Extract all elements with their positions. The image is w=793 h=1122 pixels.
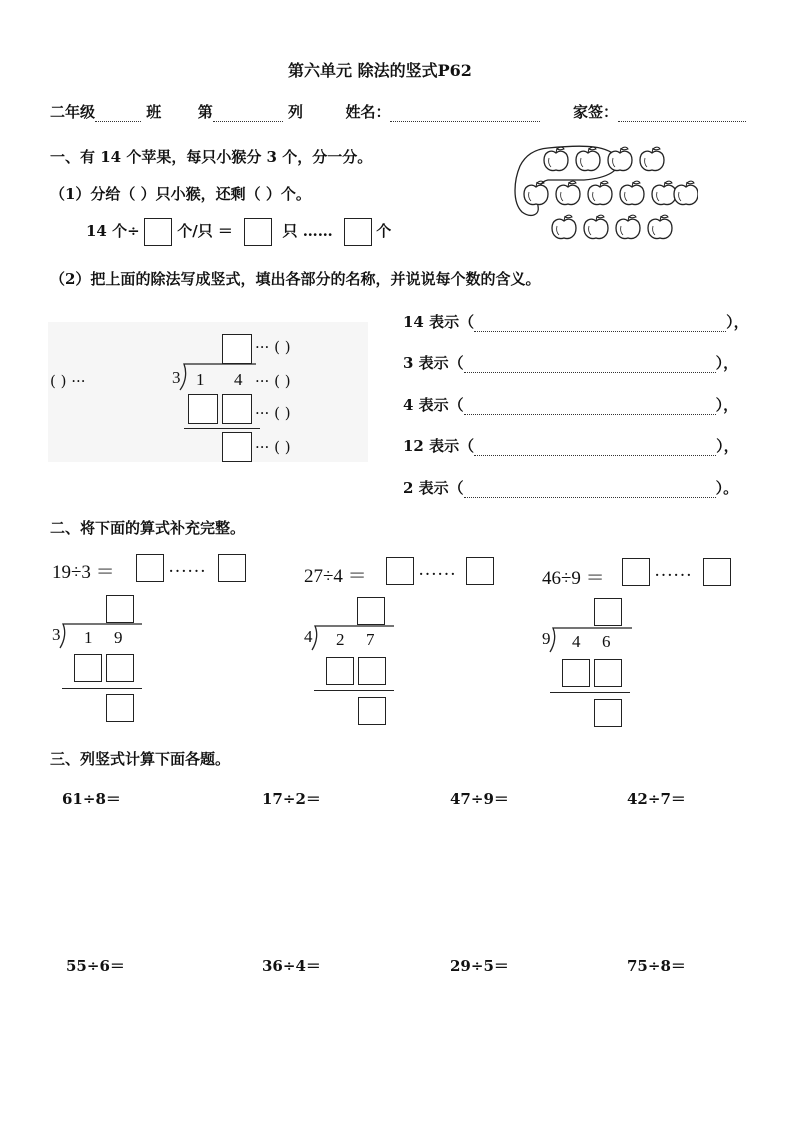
s2-dots: …… — [168, 556, 206, 577]
remainder-box[interactable] — [218, 554, 246, 582]
meaning-label: 12 表示（ — [403, 437, 475, 455]
subtraction-line — [184, 428, 260, 429]
long-division-bracket-icon — [548, 626, 634, 654]
apple-icon — [648, 215, 672, 238]
product-box[interactable] — [222, 394, 252, 424]
s2-digit: 1 — [84, 628, 93, 647]
header-row — [50, 101, 746, 122]
ld-product-box[interactable] — [326, 657, 354, 685]
long-division-bracket-icon — [310, 624, 396, 652]
name-label: 姓名： — [345, 103, 391, 121]
s3-problem: 42÷7＝ — [627, 790, 686, 808]
long-division-bracket-icon — [58, 622, 144, 650]
class-field[interactable] — [95, 107, 141, 122]
seat-field[interactable] — [213, 107, 283, 122]
meaning-row — [403, 477, 738, 498]
ld-quotient-box[interactable] — [594, 598, 622, 626]
long-division-bracket-icon — [178, 362, 258, 392]
apple-icon — [674, 181, 698, 204]
ld-remainder-box[interactable] — [594, 699, 622, 727]
subtraction-line — [550, 692, 630, 693]
subtraction-line — [62, 688, 142, 689]
apple-icon — [584, 215, 608, 238]
quotient-box[interactable] — [386, 557, 414, 585]
long-division-panel — [48, 322, 368, 462]
meaning-field[interactable] — [474, 441, 716, 456]
meaning-end: ）。 — [715, 479, 739, 497]
ld-dividend-digit: 4 — [234, 370, 243, 389]
ld-product-box[interactable] — [106, 654, 134, 682]
s2-dots: …… — [654, 560, 692, 581]
eq-part-c: 只 …… — [282, 222, 333, 240]
apple-icon — [652, 181, 676, 204]
meaning-field[interactable] — [464, 358, 716, 373]
meaning-field[interactable] — [464, 400, 716, 415]
apple-icon — [640, 147, 664, 170]
s3-problem: 55÷6＝ — [66, 957, 125, 975]
meaning-label: 3 表示（ — [403, 354, 464, 372]
s2-divisor: 9 — [542, 629, 551, 648]
apple-icon — [620, 181, 644, 204]
seat-label: 第 — [197, 103, 213, 121]
meaning-label: 14 表示（ — [403, 313, 475, 331]
eq-part-a: 14 个÷ — [86, 222, 140, 240]
page-title: 第六单元 除法的竖式P62 — [288, 61, 472, 80]
eq-part-d: 个 — [376, 222, 392, 240]
apple-icon — [588, 181, 612, 204]
s2-divisor: 4 — [304, 627, 313, 646]
s2-digit: 9 — [114, 628, 123, 647]
eq-part-b: 个/只 ＝ — [177, 222, 233, 240]
meaning-end: ）， — [715, 396, 739, 414]
grade-label: 二年级 — [50, 103, 96, 121]
answer-box[interactable] — [244, 218, 272, 246]
ld-divisor: 3 — [172, 368, 181, 387]
ld-product-box[interactable] — [74, 654, 102, 682]
apple-icon-group — [524, 147, 698, 238]
subtraction-line — [314, 690, 394, 691]
remainder-box[interactable] — [703, 558, 731, 586]
quotient-box[interactable] — [136, 554, 164, 582]
sign-field[interactable] — [618, 107, 746, 122]
ld-product-box[interactable] — [358, 657, 386, 685]
s3-problem: 61÷8＝ — [62, 790, 121, 808]
apples-illustration — [508, 136, 698, 248]
ld-label-remainder: ··· ( ) — [255, 438, 291, 456]
s2-digit: 6 — [602, 632, 611, 651]
ld-dividend-digit: 1 — [196, 370, 205, 389]
apple-icon — [608, 147, 632, 170]
remainder-box[interactable] — [222, 432, 252, 462]
s2-digit: 4 — [572, 632, 581, 651]
apple-icon — [556, 181, 580, 204]
apple-icon — [544, 147, 568, 170]
ld-label-dividend: ··· ( ) — [255, 372, 291, 390]
section3-heading: 三、列竖式计算下面各题。 — [50, 750, 231, 768]
section2-heading: 二、将下面的算式补充完整。 — [50, 519, 246, 537]
s3-problem: 36÷4＝ — [262, 957, 321, 975]
meaning-end: ）， — [726, 313, 749, 331]
sign-label: 家签： — [572, 103, 618, 121]
ld-product-box[interactable] — [562, 659, 590, 687]
quotient-box[interactable] — [622, 558, 650, 586]
ld-label-divisor: ( ) ··· — [50, 372, 86, 390]
s3-problem: 47÷9＝ — [450, 790, 509, 808]
ld-product-box[interactable] — [594, 659, 622, 687]
meaning-label: 2 表示（ — [403, 479, 464, 497]
ld-label-product: ··· ( ) — [255, 404, 291, 422]
meaning-field[interactable] — [474, 317, 726, 332]
meaning-row — [403, 311, 749, 332]
s2-dots: …… — [418, 559, 456, 580]
apple-icon — [524, 181, 548, 204]
ld-quotient-box[interactable] — [357, 597, 385, 625]
quotient-box[interactable] — [222, 334, 252, 364]
meaning-row — [403, 435, 739, 456]
section1-heading: 一、有 14 个苹果，每只小猴分 3 个，分一分。 — [50, 148, 373, 166]
s2-divisor: 3 — [52, 625, 61, 644]
section1-q2: （2）把上面的除法写成竖式，填出各部分的名称，并说说每个数的含义。 — [50, 270, 541, 288]
meaning-row — [403, 394, 738, 415]
meaning-end: ）， — [715, 354, 739, 372]
answer-box[interactable] — [344, 218, 372, 246]
s2-expr: 46÷9 ＝ — [542, 568, 605, 589]
section1-equation — [86, 218, 391, 246]
ld-remainder-box[interactable] — [106, 694, 134, 722]
s3-problem: 75÷8＝ — [627, 957, 686, 975]
answer-box[interactable] — [144, 218, 172, 246]
meaning-field[interactable] — [464, 483, 716, 498]
product-box[interactable] — [188, 394, 218, 424]
meaning-label: 4 表示（ — [403, 396, 464, 414]
apple-icon — [576, 147, 600, 170]
s2-digit: 7 — [366, 630, 375, 649]
class-label: 班 — [146, 103, 162, 121]
s3-problem: 29÷5＝ — [450, 957, 509, 975]
ld-quotient-box[interactable] — [106, 595, 134, 623]
s3-problem: 17÷2＝ — [262, 790, 321, 808]
meaning-row — [403, 352, 738, 373]
s2-expr: 19÷3 ＝ — [52, 562, 115, 583]
remainder-box[interactable] — [466, 557, 494, 585]
apple-icon — [616, 215, 640, 238]
s2-digit: 2 — [336, 630, 345, 649]
section1-q1: （1）分给（ ）只小猴，还剩（ ）个。 — [50, 185, 311, 203]
apple-icon — [552, 215, 576, 238]
name-field[interactable] — [390, 107, 540, 122]
row-label: 列 — [287, 103, 303, 121]
ld-label-quotient: ··· ( ) — [255, 338, 291, 356]
s2-expr: 27÷4 ＝ — [304, 566, 367, 587]
ld-remainder-box[interactable] — [358, 697, 386, 725]
meaning-end: ）， — [716, 437, 739, 455]
